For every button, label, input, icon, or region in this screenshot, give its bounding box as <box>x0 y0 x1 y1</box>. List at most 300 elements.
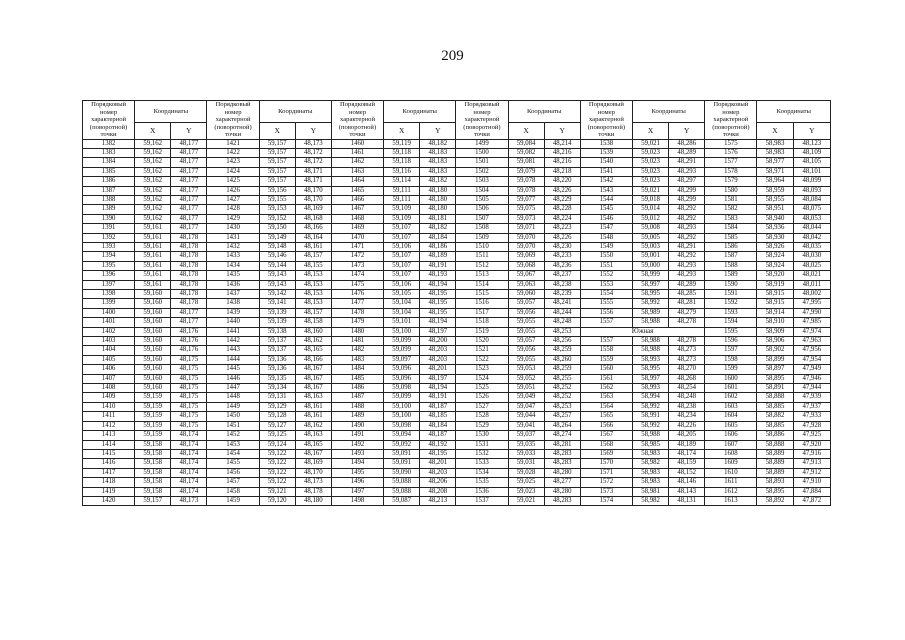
y-coordinate-cell: 48,170 <box>295 186 331 195</box>
x-coordinate-cell: 58,981 <box>633 487 669 496</box>
coordinates-header: Координаты <box>384 101 456 123</box>
y-coordinate-cell: 48,025 <box>793 261 830 270</box>
point-number-cell: 1457 <box>207 478 259 487</box>
point-number-cell: 1390 <box>83 214 135 223</box>
y-coordinate-cell: 48,174 <box>171 487 207 496</box>
x-coordinate-cell: 59,160 <box>135 327 171 336</box>
y-coordinate-cell: 47,910 <box>793 478 830 487</box>
table-row <box>83 365 831 374</box>
x-coordinate-cell: 59,127 <box>259 421 295 430</box>
y-coordinate-cell: 48,278 <box>669 337 705 346</box>
point-number-cell: 1565 <box>580 412 632 421</box>
point-number-cell: 1527 <box>456 402 508 411</box>
point-number-cell: 1454 <box>207 449 259 458</box>
point-number-cell: 1397 <box>83 280 135 289</box>
y-coordinate-cell: 47,995 <box>793 299 830 308</box>
table-row <box>83 280 831 289</box>
x-coordinate-cell: 59,121 <box>259 487 295 496</box>
y-coordinate-cell: 48,177 <box>171 139 207 148</box>
point-number-cell: 1392 <box>83 233 135 242</box>
x-coordinate-cell: 59,157 <box>259 177 295 186</box>
y-coordinate-cell: 48,178 <box>171 280 207 289</box>
point-number-cell: 1477 <box>331 299 383 308</box>
point-number-cell: 1574 <box>580 496 632 505</box>
point-number-cell: 1612 <box>705 487 757 496</box>
point-number-cell: 1541 <box>580 167 632 176</box>
coordinates-header: Координаты <box>259 101 331 123</box>
point-number-cell: 1596 <box>705 337 757 346</box>
x-coordinate-cell: 59,100 <box>384 412 420 421</box>
x-coordinate-cell: 58,992 <box>633 402 669 411</box>
x-coordinate-cell: 59,120 <box>259 496 295 505</box>
x-coordinate-cell: 59,092 <box>384 440 420 449</box>
x-coordinate-cell: 59,161 <box>135 224 171 233</box>
y-coordinate-cell: 48,184 <box>420 233 456 242</box>
point-number-cell: 1384 <box>83 158 135 167</box>
point-number-cell: 1512 <box>456 261 508 270</box>
point-number-cell: 1525 <box>456 384 508 393</box>
y-coordinate-cell: 47,985 <box>793 318 830 327</box>
x-coordinate-cell: 58,893 <box>757 478 793 487</box>
point-number-cell: 1604 <box>705 412 757 421</box>
table-row <box>83 337 831 346</box>
y-coordinate-cell: 48,182 <box>420 139 456 148</box>
point-number-cell: 1413 <box>83 431 135 440</box>
x-coordinate-cell: 59,148 <box>259 242 295 251</box>
table-row <box>83 148 831 157</box>
x-coordinate-cell: 59,128 <box>259 412 295 421</box>
x-coordinate-cell: 59,114 <box>384 177 420 186</box>
y-coordinate-cell: 48,216 <box>544 148 580 157</box>
x-coordinate-cell: 59,160 <box>135 384 171 393</box>
y-coordinate-cell: 48,197 <box>420 374 456 383</box>
point-number-cell: 1496 <box>331 478 383 487</box>
point-number-cell: 1426 <box>207 186 259 195</box>
point-number-cell: 1412 <box>83 421 135 430</box>
y-coordinate-cell: 48,123 <box>793 139 830 148</box>
x-coordinate-cell: 59,131 <box>259 393 295 402</box>
x-coordinate-cell: 59,079 <box>508 167 544 176</box>
y-coordinate-cell: 48,172 <box>295 158 331 167</box>
point-number-cell: 1557 <box>580 318 632 327</box>
y-coordinate-cell: 48,174 <box>171 459 207 468</box>
point-number-cell: 1434 <box>207 261 259 270</box>
y-coordinate-cell: 47,933 <box>793 412 830 421</box>
point-number-cell: 1465 <box>331 186 383 195</box>
point-number-cell: 1557 <box>580 337 632 346</box>
point-number-cell: 1601 <box>705 384 757 393</box>
y-coordinate-cell: 48,175 <box>171 374 207 383</box>
point-number-cell: 1475 <box>331 280 383 289</box>
table-row <box>83 233 831 242</box>
table-row <box>83 327 831 336</box>
x-coordinate-cell: 59,082 <box>508 148 544 157</box>
point-number-cell: 1425 <box>207 177 259 186</box>
y-coordinate-cell: 48,177 <box>171 214 207 223</box>
point-number-cell: 1470 <box>331 233 383 242</box>
y-coordinate-cell: 48,178 <box>171 252 207 261</box>
x-coordinate-cell: 58,983 <box>633 478 669 487</box>
point-number-cell: 1476 <box>331 290 383 299</box>
x-coordinate-cell: 58,895 <box>757 487 793 496</box>
point-number-cell: 1613 <box>705 496 757 505</box>
y-coordinate-cell: 47,946 <box>793 374 830 383</box>
point-number-cell: 1419 <box>83 487 135 496</box>
y-coordinate-cell: 48,181 <box>420 214 456 223</box>
y-coordinate-cell: 48,283 <box>544 449 580 458</box>
x-coordinate-cell: 58,995 <box>633 290 669 299</box>
point-number-cell: 1499 <box>456 139 508 148</box>
point-number-cell: 1427 <box>207 195 259 204</box>
y-coordinate-cell: 48,191 <box>420 393 456 402</box>
point-number-cell: 1505 <box>456 195 508 204</box>
point-number-cell: 1424 <box>207 167 259 176</box>
y-coordinate-cell: 48,226 <box>544 233 580 242</box>
point-number-cell: 1588 <box>705 261 757 270</box>
point-number-cell: 1490 <box>331 421 383 430</box>
x-coordinate-cell: 58,959 <box>757 186 793 195</box>
y-coordinate-cell: 48,173 <box>295 139 331 148</box>
x-coordinate-cell: 58,989 <box>633 308 669 317</box>
y-coordinate-cell: 48,278 <box>669 318 705 327</box>
point-number-cell: 1610 <box>705 468 757 477</box>
point-number-cell: 1400 <box>83 308 135 317</box>
x-coordinate-cell: 59,021 <box>633 139 669 148</box>
point-number-cell: 1463 <box>331 167 383 176</box>
point-number-cell: 1460 <box>331 139 383 148</box>
table-row <box>83 195 831 204</box>
y-coordinate-cell: 48,237 <box>544 271 580 280</box>
y-coordinate-cell: 48,084 <box>793 195 830 204</box>
y-coordinate-cell: 48,285 <box>669 290 705 299</box>
point-number-cell: 1453 <box>207 440 259 449</box>
x-coordinate-cell: 59,000 <box>633 261 669 270</box>
point-number-cell: 1548 <box>580 233 632 242</box>
y-coordinate-cell: 48,165 <box>295 346 331 355</box>
x-coordinate-cell: 58,992 <box>633 421 669 430</box>
point-number-cell: 1411 <box>83 412 135 421</box>
y-coordinate-cell: 47,913 <box>793 459 830 468</box>
y-coordinate-cell: 48,224 <box>544 214 580 223</box>
point-number-cell: 1406 <box>83 365 135 374</box>
y-coordinate-cell: 48,035 <box>793 242 830 251</box>
y-coordinate-cell: 48,131 <box>669 496 705 505</box>
point-number-cell: 1522 <box>456 355 508 364</box>
y-header: Y <box>295 122 331 139</box>
x-coordinate-cell: 59,044 <box>508 412 544 421</box>
y-coordinate-cell: 48,201 <box>420 459 456 468</box>
coordinates-header: Координаты <box>757 101 831 123</box>
x-coordinate-cell: 59,107 <box>384 252 420 261</box>
point-number-cell: 1484 <box>331 365 383 374</box>
y-coordinate-cell: 48,174 <box>171 449 207 458</box>
point-number-cell: 1401 <box>83 318 135 327</box>
x-header: X <box>384 122 420 139</box>
x-coordinate-cell: 58,902 <box>757 346 793 355</box>
x-coordinate-cell: 59,125 <box>259 431 295 440</box>
y-coordinate-cell: 48,182 <box>420 177 456 186</box>
point-number-cell: 1438 <box>207 299 259 308</box>
table-row <box>83 402 831 411</box>
y-coordinate-cell: 48,180 <box>420 186 456 195</box>
x-coordinate-cell: 59,104 <box>384 299 420 308</box>
x-coordinate-cell: 59,098 <box>384 421 420 430</box>
point-number-cell: 1558 <box>580 346 632 355</box>
point-number-cell: 1466 <box>331 195 383 204</box>
y-coordinate-cell: 48,259 <box>544 346 580 355</box>
y-coordinate-cell: 48,293 <box>669 271 705 280</box>
point-number-cell: 1554 <box>580 290 632 299</box>
x-coordinate-cell: 59,073 <box>508 214 544 223</box>
y-coordinate-cell: 48,182 <box>420 224 456 233</box>
x-coordinate-cell: 58,971 <box>757 167 793 176</box>
point-number-cell: 1605 <box>705 421 757 430</box>
point-number-cell: 1603 <box>705 402 757 411</box>
point-number-cell: 1479 <box>331 318 383 327</box>
x-header: X <box>633 122 669 139</box>
table-row <box>83 393 831 402</box>
point-number-cell: 1570 <box>580 459 632 468</box>
point-number-cell: 1404 <box>83 346 135 355</box>
x-coordinate-cell: 58,885 <box>757 421 793 430</box>
x-coordinate-cell: 59,070 <box>508 233 544 242</box>
point-number-cell: 1431 <box>207 233 259 242</box>
y-coordinate-cell: 48,187 <box>420 402 456 411</box>
x-coordinate-cell: 59,075 <box>508 205 544 214</box>
y-coordinate-cell: 48,177 <box>171 158 207 167</box>
y-coordinate-cell: 48,183 <box>420 148 456 157</box>
y-coordinate-cell: 48,279 <box>669 308 705 317</box>
y-coordinate-cell: 48,223 <box>544 224 580 233</box>
x-coordinate-cell: 59,107 <box>384 271 420 280</box>
x-coordinate-cell: 59,104 <box>384 308 420 317</box>
y-coordinate-cell: 48,161 <box>295 412 331 421</box>
x-coordinate-cell: 58,999 <box>633 271 669 280</box>
point-number-cell: 1593 <box>705 308 757 317</box>
x-coordinate-cell: 59,106 <box>384 242 420 251</box>
point-number-cell: 1568 <box>580 440 632 449</box>
table-row <box>83 299 831 308</box>
y-coordinate-cell: 48,164 <box>295 233 331 242</box>
point-number-cell: 1600 <box>705 374 757 383</box>
point-number-cell: 1503 <box>456 177 508 186</box>
point-number-cell: 1414 <box>83 440 135 449</box>
x-coordinate-cell: 59,162 <box>135 167 171 176</box>
y-coordinate-cell: 48,174 <box>171 478 207 487</box>
point-number-cell: 1592 <box>705 299 757 308</box>
section-label: Южная <box>580 327 704 336</box>
x-coordinate-cell: 58,955 <box>757 195 793 204</box>
y-coordinate-cell: 48,161 <box>295 242 331 251</box>
x-coordinate-cell: 59,037 <box>508 431 544 440</box>
x-coordinate-cell: 58,982 <box>633 496 669 505</box>
point-number-cell: 1595 <box>705 327 757 336</box>
x-coordinate-cell: 58,888 <box>757 393 793 402</box>
table-row <box>83 346 831 355</box>
table-row <box>83 252 831 261</box>
y-coordinate-cell: 47,944 <box>793 384 830 393</box>
x-coordinate-cell: 59,160 <box>135 355 171 364</box>
y-coordinate-cell: 47,884 <box>793 487 830 496</box>
y-coordinate-cell: 48,180 <box>420 195 456 204</box>
point-number-cell: 1586 <box>705 242 757 251</box>
y-coordinate-cell: 48,238 <box>669 402 705 411</box>
point-number-cell: 1563 <box>580 393 632 402</box>
y-coordinate-cell: 48,075 <box>793 205 830 214</box>
y-coordinate-cell: 48,176 <box>171 337 207 346</box>
x-coordinate-cell: 59,023 <box>508 487 544 496</box>
x-coordinate-cell: 59,091 <box>384 459 420 468</box>
y-coordinate-cell: 48,173 <box>295 478 331 487</box>
point-number-cell: 1560 <box>580 365 632 374</box>
y-coordinate-cell: 48,177 <box>171 148 207 157</box>
y-coordinate-cell: 48,230 <box>544 242 580 251</box>
y-coordinate-cell: 48,172 <box>295 148 331 157</box>
y-coordinate-cell: 48,281 <box>544 440 580 449</box>
y-coordinate-cell: 48,194 <box>420 384 456 393</box>
y-coordinate-cell: 48,152 <box>669 468 705 477</box>
point-number-cell: 1433 <box>207 252 259 261</box>
y-coordinate-cell: 48,174 <box>171 468 207 477</box>
point-number-cell: 1409 <box>83 393 135 402</box>
x-coordinate-cell: 59,162 <box>135 148 171 157</box>
y-coordinate-cell: 48,281 <box>669 299 705 308</box>
point-number-cell: 1535 <box>456 478 508 487</box>
x-coordinate-cell: 58,889 <box>757 459 793 468</box>
y-coordinate-cell: 47,928 <box>793 421 830 430</box>
table-row <box>83 468 831 477</box>
point-number-header: Порядковый номер характерной (поворотной) точки <box>580 101 632 140</box>
y-coordinate-cell: 48,292 <box>669 233 705 242</box>
y-coordinate-cell: 48,166 <box>295 355 331 364</box>
point-number-cell: 1422 <box>207 148 259 157</box>
x-coordinate-cell: 59,107 <box>384 261 420 270</box>
y-coordinate-cell: 48,153 <box>295 290 331 299</box>
y-coordinate-cell: 48,109 <box>793 148 830 157</box>
table-row <box>83 167 831 176</box>
point-number-cell: 1462 <box>331 158 383 167</box>
y-coordinate-cell: 48,143 <box>669 487 705 496</box>
point-number-cell: 1443 <box>207 346 259 355</box>
y-coordinate-cell: 48,177 <box>171 195 207 204</box>
point-number-cell: 1501 <box>456 158 508 167</box>
x-header: X <box>757 122 793 139</box>
point-number-cell: 1416 <box>83 459 135 468</box>
x-coordinate-cell: 58,988 <box>633 337 669 346</box>
x-coordinate-cell: 59,118 <box>384 148 420 157</box>
y-coordinate-cell: 48,099 <box>793 177 830 186</box>
point-number-cell: 1519 <box>456 327 508 336</box>
y-coordinate-cell: 48,175 <box>171 355 207 364</box>
point-number-cell: 1469 <box>331 224 383 233</box>
point-number-cell: 1609 <box>705 459 757 468</box>
x-coordinate-cell: 59,162 <box>135 158 171 167</box>
point-number-cell: 1611 <box>705 478 757 487</box>
y-coordinate-cell: 48,277 <box>544 478 580 487</box>
point-number-cell: 1488 <box>331 402 383 411</box>
table-row <box>83 271 831 280</box>
point-number-cell: 1500 <box>456 148 508 157</box>
point-number-cell: 1473 <box>331 261 383 270</box>
x-coordinate-cell: 59,088 <box>384 478 420 487</box>
x-coordinate-cell: 59,109 <box>384 205 420 214</box>
point-number-cell: 1447 <box>207 384 259 393</box>
x-coordinate-cell: 59,160 <box>135 299 171 308</box>
point-number-cell: 1511 <box>456 252 508 261</box>
x-coordinate-cell: 59,023 <box>633 158 669 167</box>
x-coordinate-cell: 59,094 <box>384 431 420 440</box>
y-coordinate-cell: 48,238 <box>544 280 580 289</box>
y-coordinate-cell: 48,193 <box>420 271 456 280</box>
y-coordinate-cell: 48,166 <box>295 224 331 233</box>
point-number-cell: 1498 <box>331 496 383 505</box>
y-coordinate-cell: 48,280 <box>544 468 580 477</box>
point-number-cell: 1432 <box>207 242 259 251</box>
x-coordinate-cell: 59,047 <box>508 402 544 411</box>
x-coordinate-cell: 59,122 <box>259 478 295 487</box>
y-coordinate-cell: 48,293 <box>669 167 705 176</box>
point-number-cell: 1589 <box>705 271 757 280</box>
point-number-cell: 1467 <box>331 205 383 214</box>
x-coordinate-cell: 59,071 <box>508 224 544 233</box>
point-number-cell: 1571 <box>580 468 632 477</box>
y-header: Y <box>669 122 705 139</box>
y-coordinate-cell: 48,197 <box>420 327 456 336</box>
x-coordinate-cell: 59,068 <box>508 261 544 270</box>
x-coordinate-cell: 59,098 <box>384 384 420 393</box>
x-coordinate-cell: 59,162 <box>135 195 171 204</box>
x-coordinate-cell: 59,158 <box>135 449 171 458</box>
x-coordinate-cell: 59,160 <box>135 318 171 327</box>
y-coordinate-cell: 48,175 <box>171 402 207 411</box>
y-header: Y <box>420 122 456 139</box>
y-coordinate-cell: 48,157 <box>295 252 331 261</box>
y-coordinate-cell: 48,175 <box>171 365 207 374</box>
point-number-cell: 1482 <box>331 346 383 355</box>
point-number-cell: 1441 <box>207 327 259 336</box>
x-coordinate-cell: 59,161 <box>135 280 171 289</box>
point-number-header: Порядковый номер характерной (поворотной) точки <box>456 101 508 140</box>
y-coordinate-cell: 48,042 <box>793 233 830 242</box>
y-coordinate-cell: 48,189 <box>420 252 456 261</box>
x-coordinate-cell: 59,137 <box>259 337 295 346</box>
point-number-cell: 1492 <box>331 440 383 449</box>
y-coordinate-cell: 47,912 <box>793 468 830 477</box>
y-coordinate-cell: 48,268 <box>669 374 705 383</box>
x-coordinate-cell: 59,139 <box>259 318 295 327</box>
point-number-cell: 1543 <box>580 186 632 195</box>
point-number-cell: 1489 <box>331 412 383 421</box>
point-number-cell: 1387 <box>83 186 135 195</box>
y-coordinate-cell: 48,234 <box>669 412 705 421</box>
point-number-header: Порядковый номер характерной (поворотной) точки <box>705 101 757 140</box>
x-coordinate-cell: 59,063 <box>508 280 544 289</box>
table-row <box>83 431 831 440</box>
y-coordinate-cell: 48,283 <box>544 496 580 505</box>
x-coordinate-cell: 58,977 <box>757 158 793 167</box>
y-coordinate-cell: 48,178 <box>295 487 331 496</box>
point-number-cell: 1405 <box>83 355 135 364</box>
x-coordinate-cell: 59,138 <box>259 327 295 336</box>
table-row <box>83 487 831 496</box>
table-row <box>83 290 831 299</box>
x-coordinate-cell: 59,136 <box>259 355 295 364</box>
point-number-cell: 1584 <box>705 224 757 233</box>
coordinates-table <box>82 100 831 506</box>
y-coordinate-cell: 48,248 <box>544 318 580 327</box>
x-coordinate-cell: 59,012 <box>633 214 669 223</box>
table-row <box>83 177 831 186</box>
